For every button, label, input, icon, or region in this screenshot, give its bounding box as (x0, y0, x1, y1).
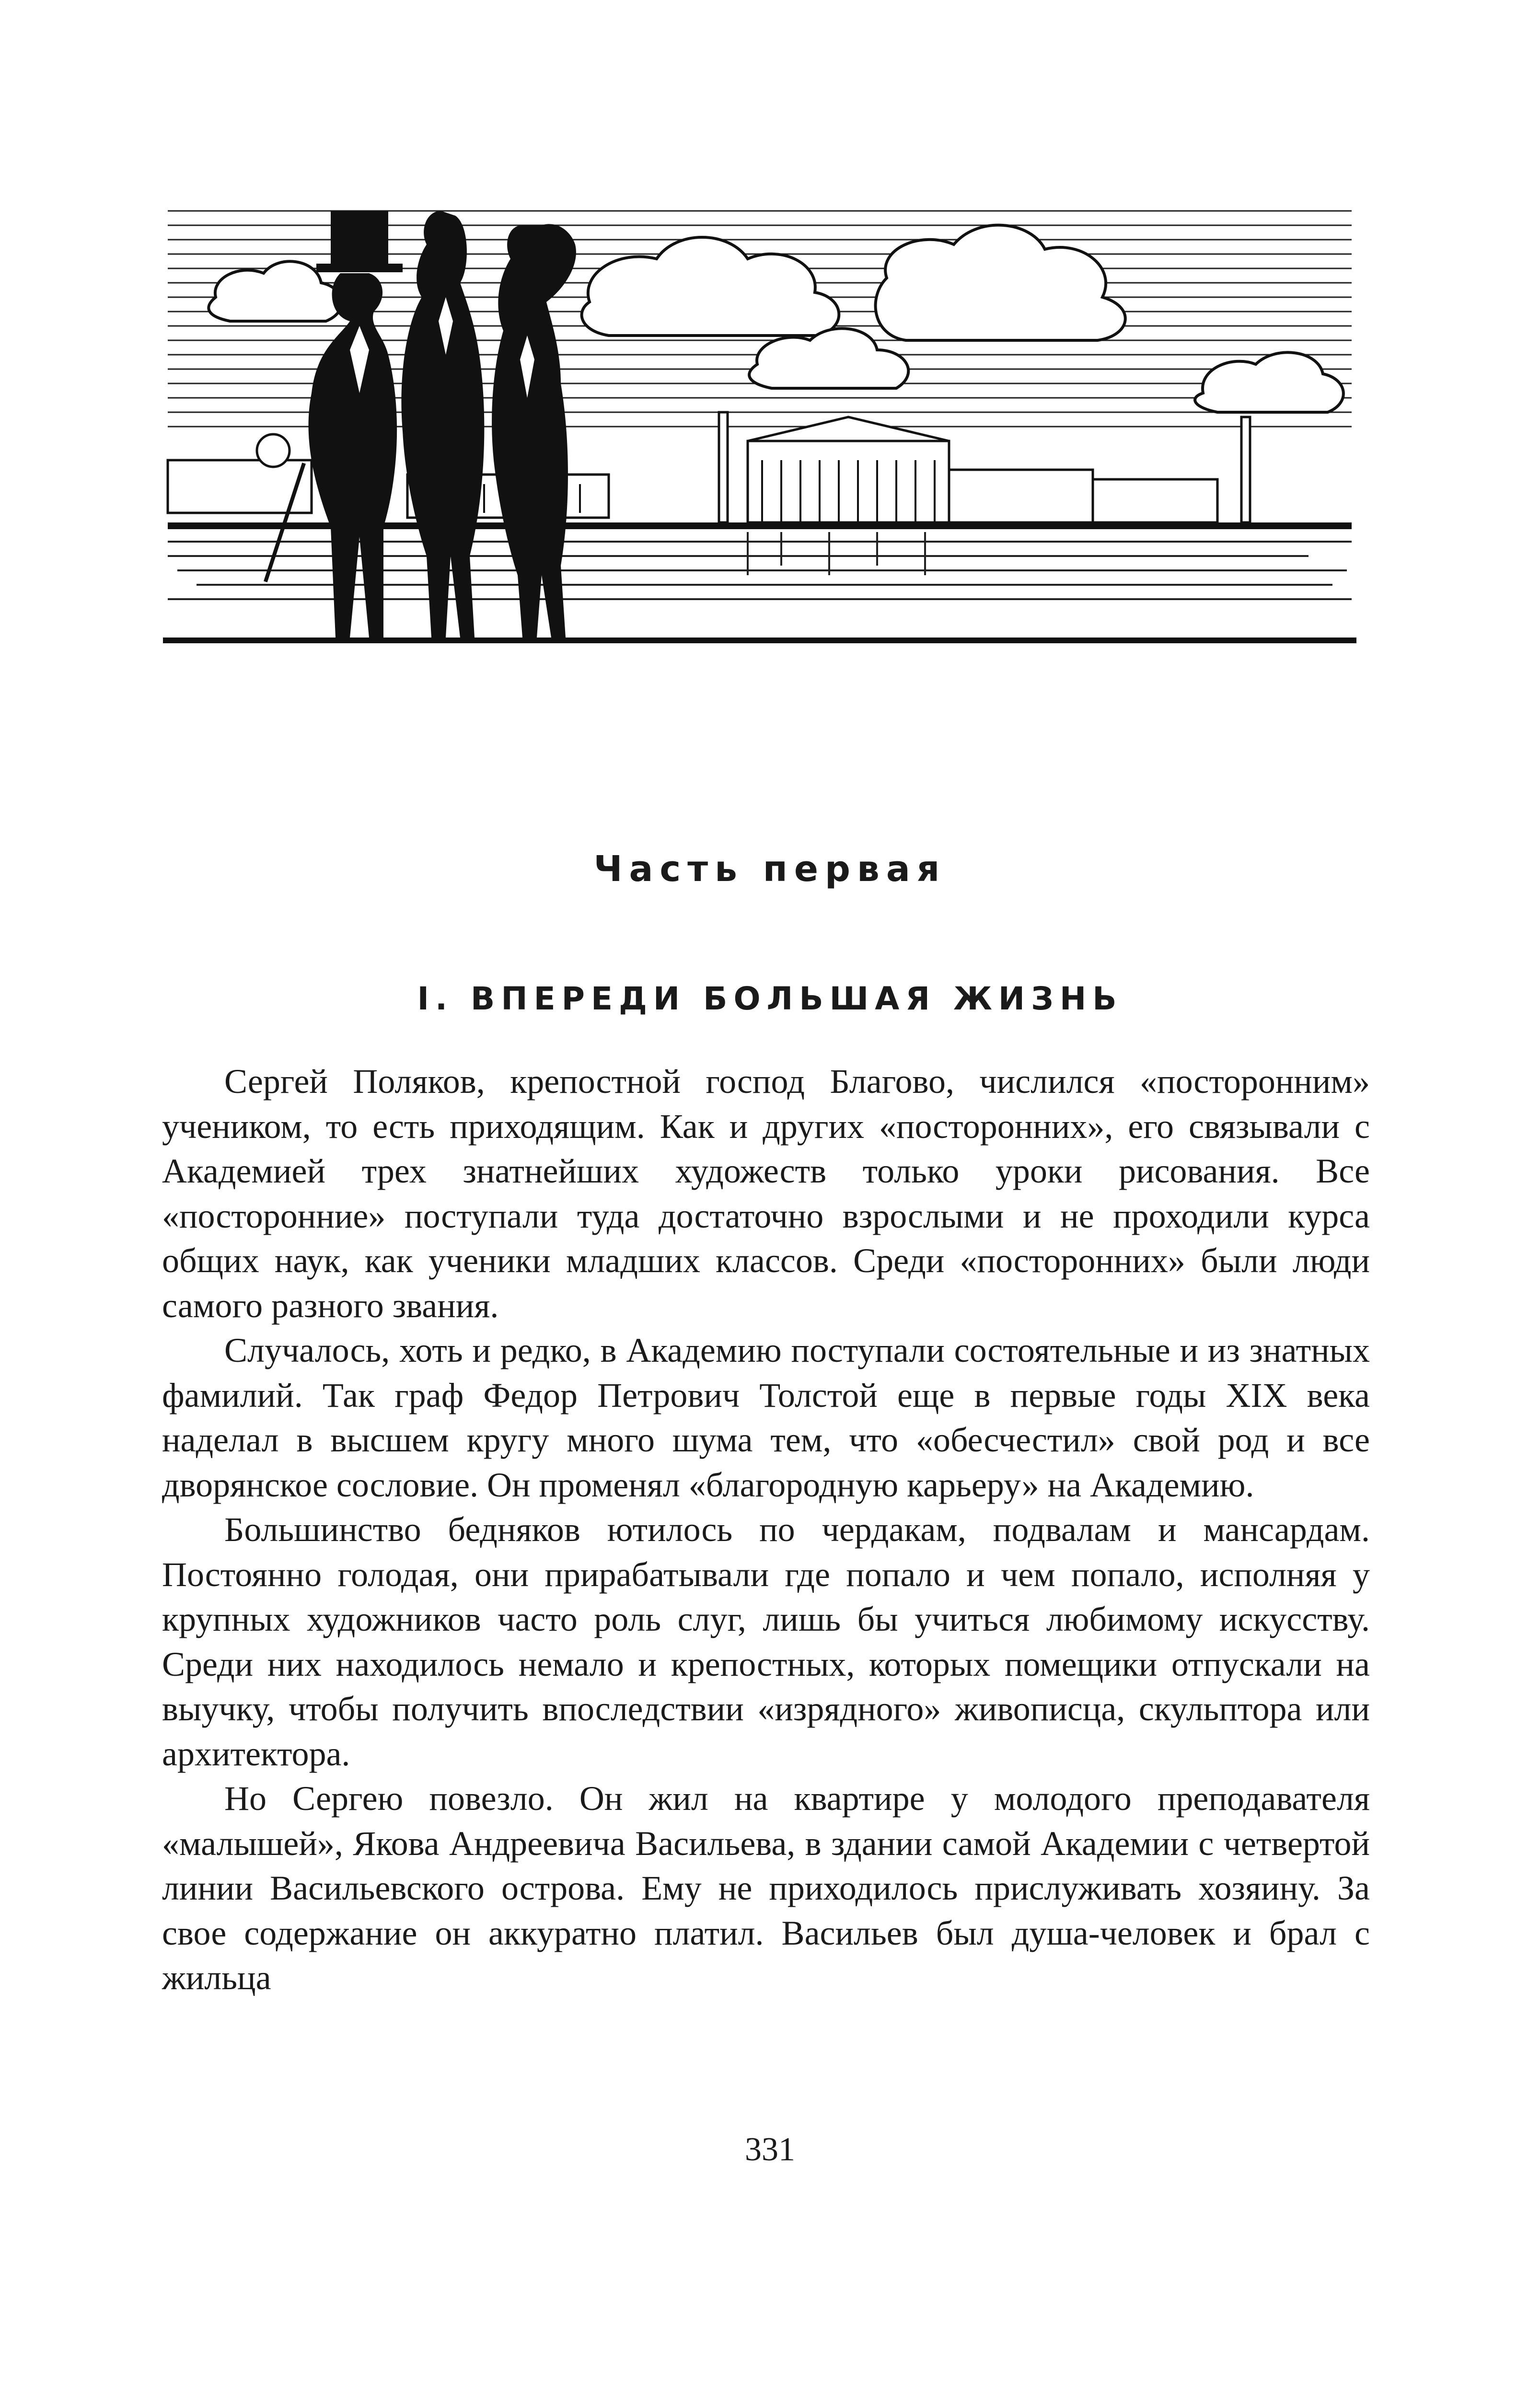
paragraph: Но Сергею повезло. Он жил на квартире у молодого преподавателя «малышей», Якова Андреевича Васильева, в здании самой Академии с четвертой линии Васильевского острова. Ему не приходилось прислуживать хозяину. За свое содержание он аккуратно платил. Васильев был душа-человек и брал с жильца (162, 1779, 1370, 1997)
body-text (162, 1059, 1370, 2001)
page-number: 331 (745, 2131, 795, 2168)
engraving-three-figures-embankment-icon (158, 192, 1361, 652)
chapter-title: I. ВПЕРЕДИ БОЛЬШАЯ ЖИЗНЬ (417, 980, 1123, 1017)
paragraph: Случалось, хоть и редко, в Академию поступали состоятельные и из знатных фамилий. Так граф Федор Петрович Толстой еще в первые годы XIX века наделал в высшем кругу много шума тем, что «обесчестил» свой род и все дворянское сословие. Он променял «благородную карьеру» на Академию. (162, 1331, 1370, 1504)
header-illustration (158, 192, 1361, 652)
paragraph: Сергей Поляков, крепостной господ Благово, числился «посторонним» учеником, то есть приходящим. Как и других «посторонних», его связывали с Академией трех знатнейших художеств только уроки рисования. Все «посторонние» поступали туда достаточно взрослыми и не проходили курса общих наук, как ученики младших классов. Среди «посторонних» были люди самого разного звания. (162, 1062, 1370, 1325)
part-title: Часть первая (593, 848, 947, 890)
paragraph: Большинство бедняков ютилось по чердакам, подвалам и мансардам. Постоянно голодая, они прирабатывали где попало и чем попало, исполняя у крупных художников часто роль слуг, лишь бы учиться любимому искусству. Среди них находилось немало и крепостных, которых помещики отпускали на выучку, чтобы получить впоследствии «изрядного» живописца, скульптора или архитектора. (162, 1510, 1370, 1773)
